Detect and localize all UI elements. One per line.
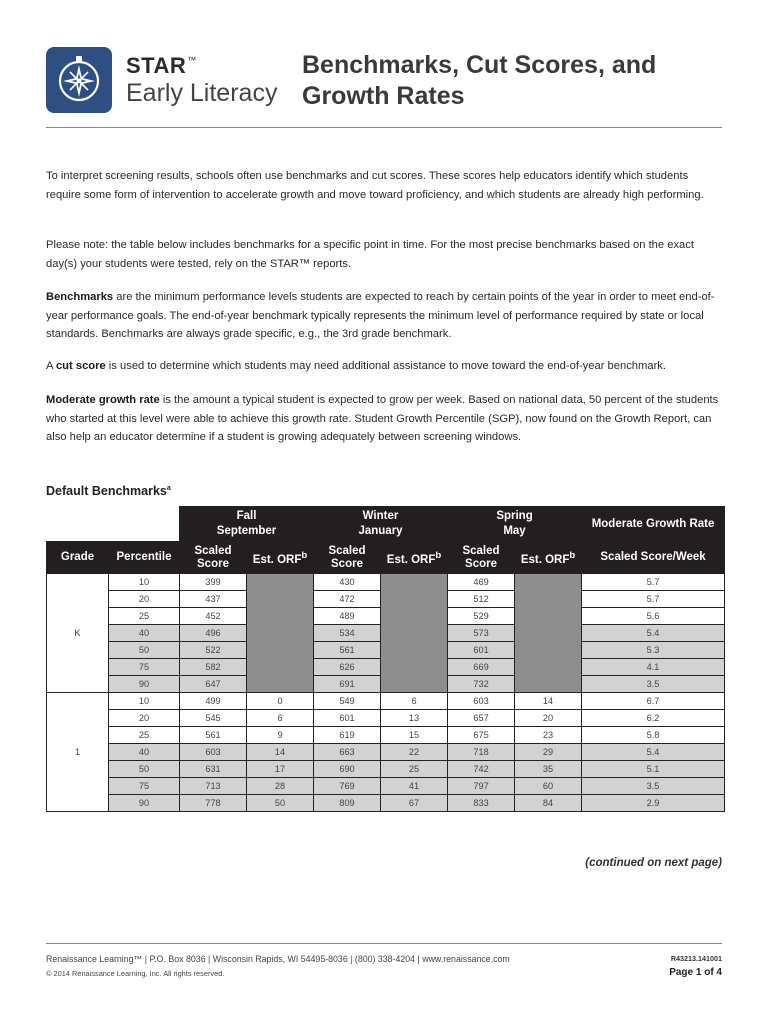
col-growth: Scaled Score/Week: [582, 542, 725, 574]
cell-ss: 573: [448, 625, 515, 642]
product-name: Early Literacy: [126, 79, 278, 107]
table-row: [47, 744, 725, 761]
period-winter-header: Winter January: [314, 507, 448, 542]
col-spring-scaled: Scaled Score: [448, 542, 515, 574]
cell-ss: 742: [448, 761, 515, 778]
cell-fs: 499: [180, 693, 247, 710]
grade-cell: 1: [47, 693, 109, 812]
cell-ss: 512: [448, 591, 515, 608]
cell-ss: 669: [448, 659, 515, 676]
cell-g: 5.1: [582, 761, 725, 778]
table-row: [47, 574, 725, 591]
cell-so: 29: [515, 744, 582, 761]
intro-paragraph: Moderate growth rate is the amount a typical student is expected to grow per week. Based on national data, 50 percent of the students who started at this level were able to achieve this growth rate. Student Growth Percentile (SGP), now found on the Growth Report, can also help an educator determine if a student is growing adequately between screening windows.: [46, 394, 719, 444]
col-winter-orf: Est. ORF$^b$: [381, 542, 448, 574]
cell-ws: 561: [314, 642, 381, 659]
table-row: [47, 710, 725, 727]
period-spring-header: Spring May: [448, 507, 582, 542]
cell-g: 3.5: [582, 676, 725, 693]
cell-p: 40: [109, 625, 180, 642]
cell-ws: 663: [314, 744, 381, 761]
col-fall-scaled: Scaled Score: [180, 542, 247, 574]
table-row: [47, 727, 725, 744]
orf-na-cell: [247, 574, 314, 693]
cell-ws: 430: [314, 574, 381, 591]
col-percentile: Percentile: [109, 542, 180, 574]
page-number: Page 1 of 4: [669, 967, 722, 978]
col-fall-orf: Est. ORF$^b$: [247, 542, 314, 574]
cell-fo: 28: [247, 778, 314, 795]
cell-p: 50: [109, 761, 180, 778]
cell-p: 50: [109, 642, 180, 659]
cell-wo: 41: [381, 778, 448, 795]
compass-star-icon: [46, 47, 112, 113]
cell-wo: 67: [381, 795, 448, 812]
footer-address: Renaissance Learning™ | P.O. Box 8036 | Wisconsin Rapids, WI 54495-8036 | (800) 338-4204 | www.renaissance.com: [46, 954, 510, 964]
cell-p: 20: [109, 710, 180, 727]
cell-g: 5.4: [582, 744, 725, 761]
cell-p: 10: [109, 574, 180, 591]
cell-so: 60: [515, 778, 582, 795]
table-row: [47, 761, 725, 778]
cell-ws: 619: [314, 727, 381, 744]
intro-paragraph: Benchmarks are the minimum performance levels students are expected to reach by certain points of the year in order to meet end-of-year performance goals. The end-of-year benchmark typically represents the minimum level of performance required by state or local standards. Benchmarks are always grade specific, e.g., the 3rd grade benchmark.: [46, 291, 715, 341]
cell-fs: 603: [180, 744, 247, 761]
cell-ss: 732: [448, 676, 515, 693]
cell-ss: 833: [448, 795, 515, 812]
cell-ws: 809: [314, 795, 381, 812]
cell-ss: 469: [448, 574, 515, 591]
cell-ws: 690: [314, 761, 381, 778]
cell-fo: 6: [247, 710, 314, 727]
page-title: Benchmarks, Cut Scores, and Growth Rates: [302, 51, 657, 110]
col-grade: Grade: [47, 542, 109, 574]
cell-p: 75: [109, 659, 180, 676]
cell-fs: 545: [180, 710, 247, 727]
cell-p: 10: [109, 693, 180, 710]
cell-ws: 626: [314, 659, 381, 676]
orf-na-cell: [381, 574, 448, 693]
cell-g: 2.9: [582, 795, 725, 812]
cell-p: 25: [109, 608, 180, 625]
cell-ss: 718: [448, 744, 515, 761]
cell-so: 84: [515, 795, 582, 812]
cell-g: 5.7: [582, 574, 725, 591]
cell-fs: 561: [180, 727, 247, 744]
orf-na-cell: [515, 574, 582, 693]
table-row: [47, 693, 725, 710]
cell-ws: 769: [314, 778, 381, 795]
cell-fs: 582: [180, 659, 247, 676]
cell-fs: 437: [180, 591, 247, 608]
cell-wo: 6: [381, 693, 448, 710]
cell-fo: 9: [247, 727, 314, 744]
cell-fs: 778: [180, 795, 247, 812]
cell-ss: 797: [448, 778, 515, 795]
cell-p: 90: [109, 676, 180, 693]
cell-fs: 713: [180, 778, 247, 795]
footer-copyright: © 2014 Renaissance Learning, Inc. All rights reserved.: [46, 969, 225, 978]
cell-g: 4.1: [582, 659, 725, 676]
cell-fs: 399: [180, 574, 247, 591]
table-row: [47, 778, 725, 795]
table-row: [47, 795, 725, 812]
cell-ws: 691: [314, 676, 381, 693]
cell-fo: 0: [247, 693, 314, 710]
cell-ws: 472: [314, 591, 381, 608]
intro-paragraph: A cut score is used to determine which students may need additional assistance to move toward the end-of-year benchmark.: [46, 360, 667, 372]
cell-p: 20: [109, 591, 180, 608]
col-spring-orf: Est. ORF$^b$: [515, 542, 582, 574]
col-winter-scaled: Scaled Score: [314, 542, 381, 574]
cell-wo: 13: [381, 710, 448, 727]
cell-ss: 603: [448, 693, 515, 710]
cell-g: 5.7: [582, 591, 725, 608]
cell-p: 40: [109, 744, 180, 761]
cell-fo: 14: [247, 744, 314, 761]
cell-so: 35: [515, 761, 582, 778]
cell-ss: 529: [448, 608, 515, 625]
cell-fo: 17: [247, 761, 314, 778]
cell-ss: 675: [448, 727, 515, 744]
cell-p: 90: [109, 795, 180, 812]
cell-ss: 601: [448, 642, 515, 659]
cell-ss: 657: [448, 710, 515, 727]
cell-so: 23: [515, 727, 582, 744]
cell-g: 5.3: [582, 642, 725, 659]
cell-fo: 50: [247, 795, 314, 812]
cell-g: 5.6: [582, 608, 725, 625]
cell-p: 25: [109, 727, 180, 744]
cell-ws: 534: [314, 625, 381, 642]
cell-wo: 25: [381, 761, 448, 778]
cell-g: 3.5: [582, 778, 725, 795]
cell-fs: 647: [180, 676, 247, 693]
grade-cell: K: [47, 574, 109, 693]
cell-fs: 452: [180, 608, 247, 625]
cell-fs: 496: [180, 625, 247, 642]
star-logo: [46, 47, 112, 113]
intro-paragraph: To interpret screening results, schools often use benchmarks and cut scores. These scores help educators identify which students require some form of intervention to accelerate growth and move toward proficiency, and which students are already high performing.: [46, 170, 704, 201]
cell-g: 5.8: [582, 727, 725, 744]
growth-header: Moderate Growth Rate: [582, 507, 725, 542]
cell-g: 6.2: [582, 710, 725, 727]
cell-so: 14: [515, 693, 582, 710]
cell-wo: 15: [381, 727, 448, 744]
cell-fs: 631: [180, 761, 247, 778]
header-divider: [46, 127, 722, 128]
brand-name: STAR™: [126, 53, 197, 78]
cell-so: 20: [515, 710, 582, 727]
cell-wo: 22: [381, 744, 448, 761]
header-blank: [47, 507, 180, 542]
cell-ws: 549: [314, 693, 381, 710]
intro-paragraph: Please note: the table below includes benchmarks for a specific point in time. For the most precise benchmarks based on the exact day(s) your students were tested, rely on the STAR™ reports.: [46, 239, 694, 270]
table-title: Default Benchmarks$^a$: [46, 484, 171, 498]
cell-ws: 489: [314, 608, 381, 625]
period-fall-header: Fall September: [180, 507, 314, 542]
cell-ws: 601: [314, 710, 381, 727]
cell-g: 6.7: [582, 693, 725, 710]
cell-g: 5.4: [582, 625, 725, 642]
footer-divider: [46, 943, 722, 944]
cell-p: 75: [109, 778, 180, 795]
cell-fs: 522: [180, 642, 247, 659]
benchmarks-table: [46, 506, 725, 812]
footer-code: R43213.141001: [670, 954, 722, 963]
continued-note: (continued on next page): [585, 857, 722, 869]
